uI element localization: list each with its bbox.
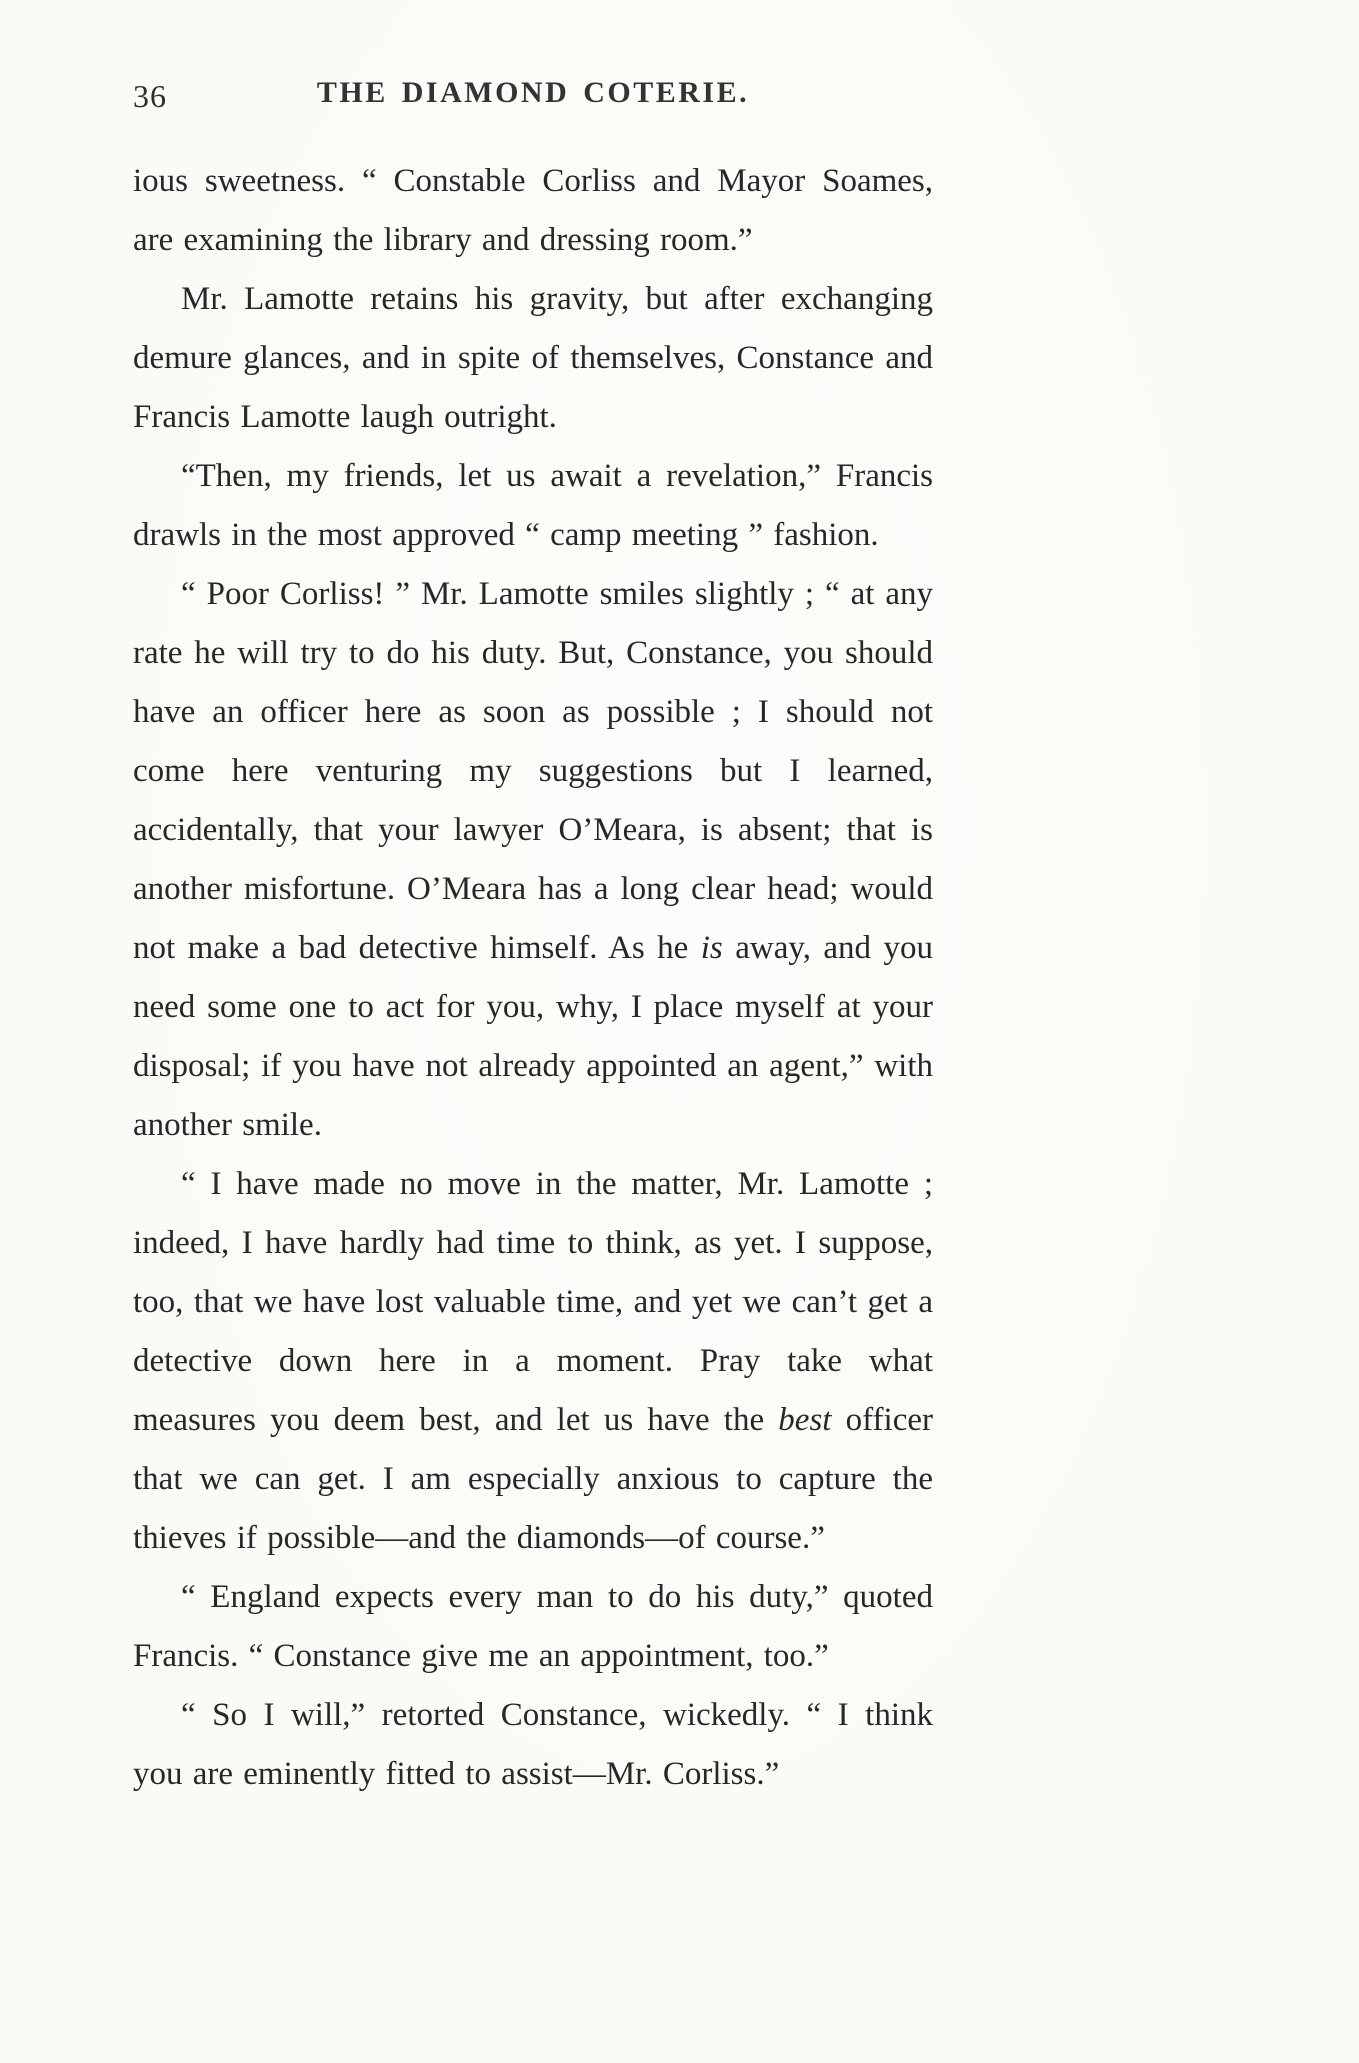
- paragraph: [133, 1568, 933, 1686]
- body-text: [133, 152, 933, 1804]
- paragraph: [133, 270, 933, 447]
- paragraph: [133, 1155, 933, 1568]
- paragraph: [133, 152, 933, 270]
- paragraph: [133, 565, 933, 1155]
- text-segment: Mr. Lamotte retains his gravity, but after exchanging demure glances, and in spite of themselves, Constance and Francis Lamotte laugh outright.: [133, 281, 933, 435]
- text-segment: “Then, my friends, let us await a revelation,” Francis drawls in the most approved “ camp meeting ” fashion.: [133, 458, 933, 553]
- text-segment: officer that we can get. I am especially anxious to capture the thieves if possible—and the diamonds—of course.”: [133, 1402, 933, 1556]
- italic-text-segment: best: [778, 1402, 832, 1438]
- text-segment: “ Poor Corliss! ” Mr. Lamotte smiles slightly ; “ at any rate he will try to do his duty. But, Constance, you should have an officer here as soon as possible ; I should not come here venturing my suggestions but I learned, accidentally, that your lawyer O’Meara, is absent; that is another misfortune. O’Meara has a long clear head; would not make a bad detective himself. As he: [133, 576, 933, 966]
- page-number: 36: [133, 78, 167, 114]
- text-segment: “ I have made no move in the matter, Mr. Lamotte ; indeed, I have hardly had time to think, as yet. I suppose, too, that we have lost valuable time, and yet we can’t get a detective down here in a moment. Pray take what measures you deem best, and let us have the: [133, 1166, 933, 1438]
- running-title: THE DIAMOND COTERIE.: [316, 76, 750, 109]
- text-segment: “ So I will,” retorted Constance, wickedly. “ I think you are eminently fitted to assist—Mr. Corliss.”: [133, 1697, 933, 1792]
- paragraph: [133, 447, 933, 565]
- text-segment: ious sweetness. “ Constable Corliss and Mayor Soames, are examining the library and dressing room.”: [133, 163, 933, 258]
- page-header: [133, 76, 933, 122]
- italic-text-segment: is: [700, 930, 723, 966]
- text-segment: away, and you need some one to act for you, why, I place myself at your disposal; if you have not already appointed an agent,” with another smile.: [133, 930, 933, 1143]
- paragraph: [133, 1686, 933, 1804]
- text-segment: “ England expects every man to do his duty,” quoted Francis. “ Constance give me an appointment, too.”: [133, 1579, 933, 1674]
